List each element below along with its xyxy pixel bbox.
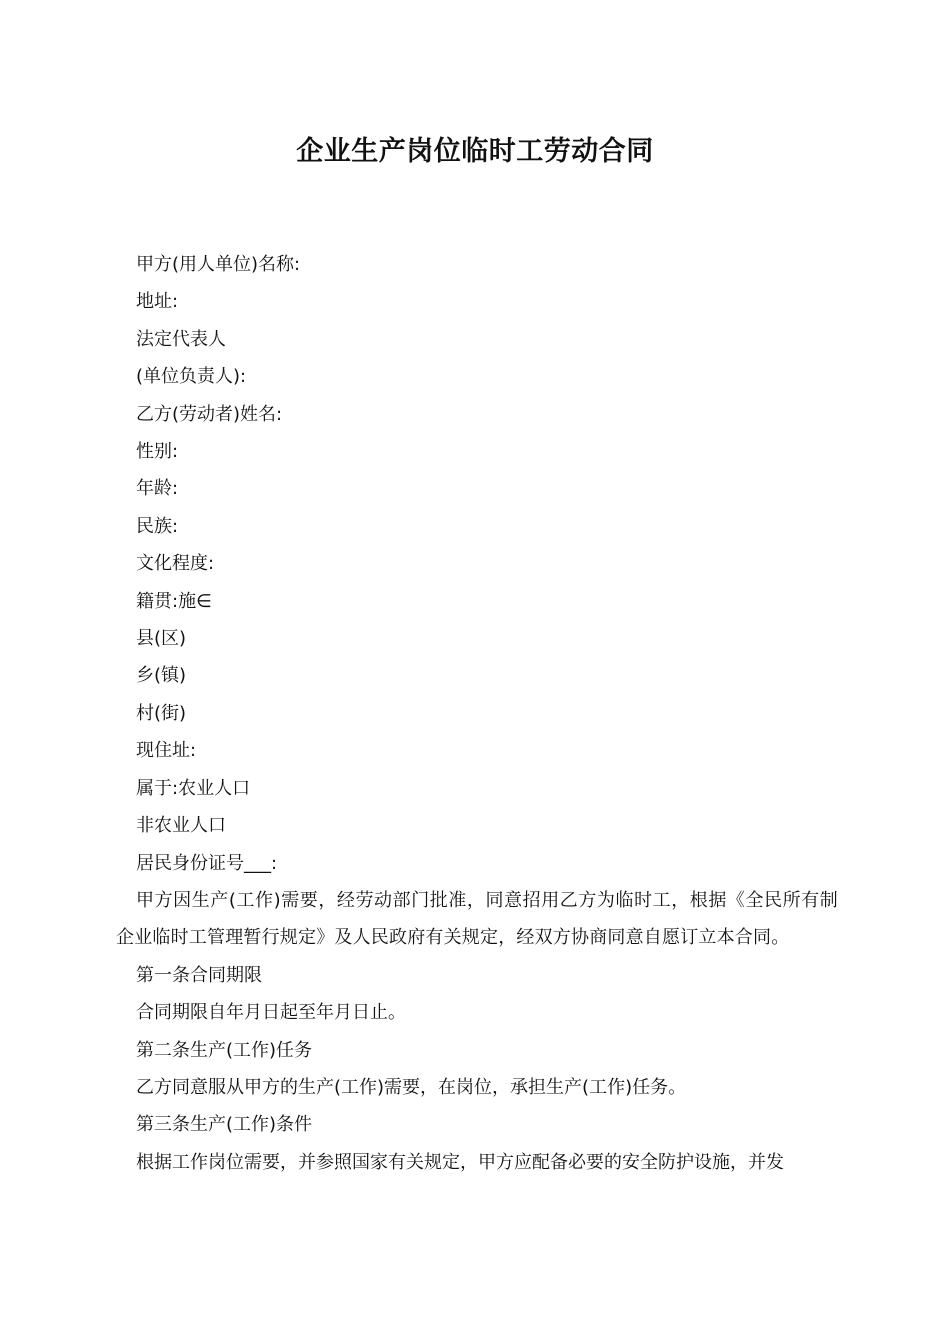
document-body [116,246,838,1181]
field-id-number: 居民身份证号___: [136,852,278,874]
field-legal-representative: 法定代表人 [136,328,226,350]
article-1-heading: 第一条合同期限 [136,964,262,986]
field-village: 村(街) [136,702,187,724]
field-township: 乡(镇) [136,665,187,687]
field-current-address: 现住址: [136,740,197,762]
field-age: 年龄: [136,478,179,500]
article-2-text: 乙方同意服从甲方的生产(工作)需要，在岗位，承担生产(工作)任务。 [136,1076,687,1098]
article-2-heading: 第二条生产(工作)任务 [136,1039,313,1061]
intro-paragraph: 甲方因生产(工作)需要，经劳动部门批准，同意招用乙方为临时工，根据《全民所有制企业临时工管理暂行规定》及人民政府有关规定，经双方协商同意自愿订立本合同。 [116,889,838,949]
article-3-text: 根据工作岗位需要，并参照国家有关规定，甲方应配备必要的安全防护设施，并发 [136,1151,784,1173]
article-3-heading: 第三条生产(工作)条件 [136,1114,313,1136]
field-non-agricultural: 非农业人口 [136,815,226,837]
document-title: 企业生产岗位临时工劳动合同 [296,136,654,167]
field-ethnicity: 民族: [136,515,179,537]
article-1-text: 合同期限自年月日起至年月日止。 [136,1002,406,1024]
field-address: 地址: [136,291,179,313]
field-gender: 性别: [136,441,179,463]
field-education: 文化程度: [136,553,215,575]
field-household-type: 属于:农业人口 [136,777,251,799]
field-native-place: 籍贯:施∈ [136,590,212,612]
field-unit-head: (单位负责人): [136,366,247,388]
field-county: 县(区) [136,628,187,650]
field-party-b-name: 乙方(劳动者)姓名: [136,403,283,425]
field-party-a-name: 甲方(用人单位)名称: [136,254,301,275]
